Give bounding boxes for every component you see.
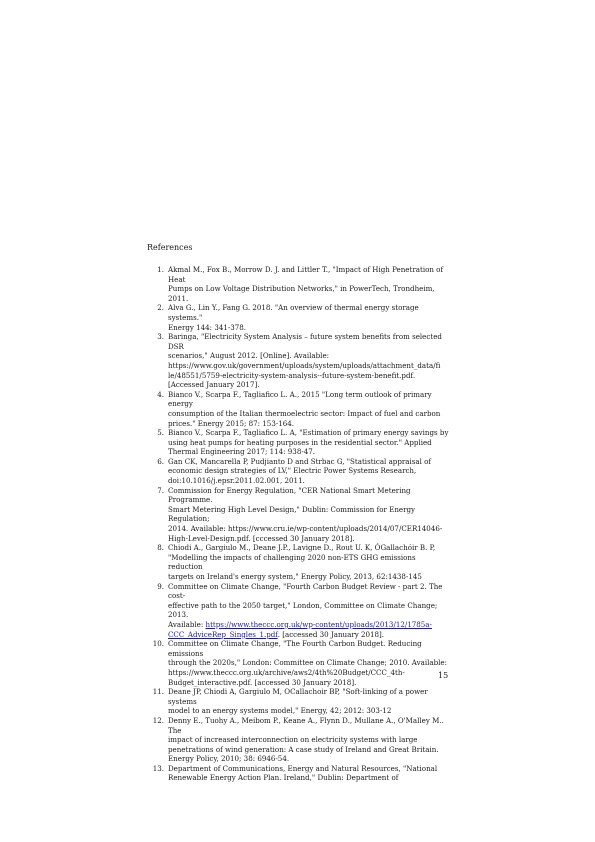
reference-number: 5. xyxy=(157,428,164,438)
reference-number: 6. xyxy=(157,456,164,466)
reference-text: Denny E., Tuohy A., Meibom P., Keane A., Flynn D., Mullane A., O'Malley M.. The impact of increased interconnection on electricity systems with large penetrations of wind generation: A case study of Ireland and Great Britain. Energy Policy, 2010; 38: 6946-54. xyxy=(168,715,444,764)
reference-number: 13. xyxy=(152,763,164,773)
reference-item xyxy=(147,486,452,544)
reference-item xyxy=(147,332,452,390)
reference-text: Deane JP, Chiodi A, Gargiulo M, OCallachoir BP, "Soft-linking of a power systems model to an energy systems model," Energy, 42; 2012: 303-12 xyxy=(168,687,428,716)
reference-item xyxy=(147,428,452,457)
reference-text: Chiodi A., Gargiulo M., Deane J.P., Lavigne D., Rout U. K, ÓGallachóir B. P, "Modelling the impacts of challenging 2020 non-ETS GHG emissions reduction targets on Ireland's energy system," Energy Policy, 2013, 62:1438-145 xyxy=(168,543,436,581)
reference-number: 12. xyxy=(152,715,164,725)
reference-list xyxy=(147,265,452,783)
reference-number: 11. xyxy=(152,687,164,697)
reference-text: Baringa, "Electricity System Analysis – future system benefits from selected DSR scenarios," August 2012. [Online]. Available: https://www.gov.uk/government/uploads/system/uploads/attachment_data/fi le/48551/5759-electricity-system-analysis--future-system-benefit.pdf. [Accessed January 2017]. xyxy=(168,332,442,390)
reference-number: 2. xyxy=(157,303,164,313)
reference-item xyxy=(147,687,452,716)
reference-number: 7. xyxy=(157,485,164,495)
reference-link[interactable]: https://www.theccc.org.uk/wp-content/uploads/2013/12/1785a- CCC_AdviceRep_Singles_1.pdf xyxy=(168,619,432,639)
reference-text: Gan CK, Mancarella P, Pudjianto D and Strbac G, "Statistical appraisal of economic design strategies of LV," Electric Power Systems Research, doi:10.1016/j.epsr.2011.02.001, 2011. xyxy=(168,456,432,486)
reference-text-tail: . [accessed 30 January 2018]. xyxy=(277,629,385,639)
reference-number: 4. xyxy=(157,389,164,399)
reference-item xyxy=(147,543,452,581)
page-number: 15 xyxy=(438,671,449,680)
reference-text: Commission for Energy Regulation, "CER National Smart Metering Programme. Smart Metering High Level Design," Dublin: Commission for Energy Regulation; 2014. Available: https://www.cru.ie/wp-content/uploads/2014/07/CER14046- High-Level-Design.pdf. [cccessed 30 January 2018]. xyxy=(168,485,443,543)
reference-item xyxy=(147,764,452,783)
reference-item xyxy=(147,716,452,764)
reference-number: 1. xyxy=(157,265,164,274)
reference-item xyxy=(147,303,452,332)
reference-text: Akmal M., Fox B., Morrow D. J. and Littler T., "Impact of High Penetration of Heat Pumps on Low Voltage Distribution Networks," in PowerTech, Trondheim, 2011. xyxy=(168,265,444,303)
reference-item xyxy=(147,457,452,486)
reference-text: Bianco V., Scarpa F., Tagliafico L. A, "Estimation of primary energy savings by using heat pumps for heating purposes in the residential sector." Applied Thermal Engineering 2017; 114: 938-47. xyxy=(168,428,449,457)
reference-text xyxy=(168,582,452,640)
reference-number: 9. xyxy=(157,581,164,591)
references-heading: References xyxy=(147,243,193,252)
reference-text: Bianco V., Scarpa F., Tagliafico L. A., 2015 "Long term outlook of primary energy consumption of the Italian thermoelectric sector: Impact of fuel and carbon prices." Energy 2015; 87: 153-164. xyxy=(168,389,441,428)
reference-number: 3. xyxy=(157,332,164,342)
reference-item xyxy=(147,390,452,428)
reference-item xyxy=(147,639,452,687)
reference-text: Alva G., Lin Y., Fang G. 2018. "An overview of thermal energy storage systems." Energy 144: 341-378. xyxy=(168,303,419,332)
reference-number: 8. xyxy=(157,543,164,553)
reference-number: 10. xyxy=(152,639,164,649)
reference-item xyxy=(147,582,452,640)
reference-item xyxy=(147,265,452,303)
reference-text-lead: Committee on Climate Change, "Fourth Carbon Budget Review - part 2. The cost- effective path to the 2050 target," London, Committee on Climate Change; 2013. Available: xyxy=(168,581,443,629)
reference-text: Committee on Climate Change, "The Fourth Carbon Budget. Reducing emissions through the 2020s," London: Committee on Climate Change; 2010. Available: https://www.theccc.org.uk/archive/aws2/4th%20Budget/CCC_4th- Budget_interactive.pdf. [accessed 30 January 2018]. xyxy=(168,639,447,687)
reference-text: Department of Communications, Energy and Natural Resources, "National Renewable Energy Action Plan. Ireland," Dublin: Department of xyxy=(168,763,438,783)
